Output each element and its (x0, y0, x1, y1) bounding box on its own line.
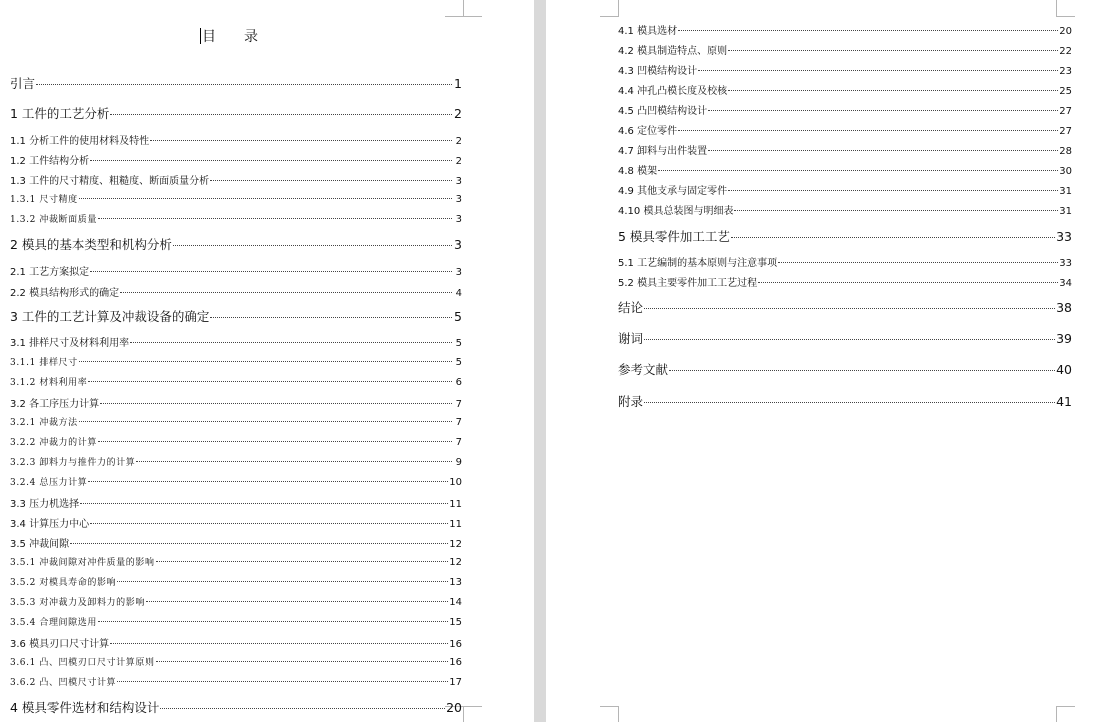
toc-entry[interactable] (10, 355, 462, 368)
toc-entry[interactable] (10, 415, 462, 428)
toc-entry[interactable] (618, 360, 1072, 378)
toc-dot-leader (669, 370, 1055, 371)
toc-entry-page-number: 9 (455, 457, 462, 468)
toc-entry-page-number: 41 (1056, 394, 1072, 409)
toc-dot-leader (210, 180, 452, 181)
toc-entry[interactable] (10, 515, 462, 530)
toc-entry-page-number: 3 (455, 214, 462, 225)
toc-entry-label: 1.3.1 尺寸精度 (10, 195, 78, 205)
toc-dot-leader (708, 150, 1058, 151)
toc-entry[interactable] (10, 455, 462, 468)
toc-entry-label: 5.2 模具主要零件加工工艺过程 (618, 278, 758, 289)
toc-entry-page-number: 33 (1059, 258, 1072, 269)
toc-entry[interactable] (618, 182, 1072, 197)
toc-dot-leader (173, 245, 452, 246)
page-gutter (534, 0, 546, 722)
toc-entry-label: 参考文献 (618, 362, 669, 377)
toc-entry[interactable] (618, 62, 1072, 77)
document-page-right[interactable] (546, 0, 1096, 722)
toc-dot-leader (98, 441, 452, 442)
toc-dot-leader (156, 661, 449, 662)
toc-dot-leader (110, 643, 448, 644)
toc-dot-leader (731, 237, 1055, 238)
toc-dot-leader (658, 170, 1058, 171)
toc-entry-page-number: 15 (449, 617, 462, 628)
toc-entry-label: 1 工件的工艺分析 (10, 106, 110, 121)
toc-entry-page-number: 1 (454, 76, 462, 91)
toc-entry-label: 4.10 模具总装图与明细表 (618, 206, 734, 217)
toc-entry[interactable] (618, 329, 1072, 347)
toc-entry-page-number: 31 (1059, 206, 1072, 217)
toc-entry[interactable] (618, 42, 1072, 57)
toc-dot-leader (156, 561, 449, 562)
toc-dot-leader (100, 403, 452, 404)
toc-entry-page-number: 5 (455, 357, 462, 368)
toc-entry[interactable] (10, 435, 462, 448)
toc-entry[interactable] (618, 202, 1072, 217)
toc-dot-leader (70, 543, 448, 544)
toc-dot-leader (88, 381, 452, 382)
toc-dot-leader (98, 621, 448, 622)
toc-entry-page-number: 11 (449, 519, 462, 530)
toc-dot-leader (644, 339, 1055, 340)
toc-entry-label: 4.5 凸凹模结构设计 (618, 106, 708, 117)
toc-entry-page-number: 34 (1059, 278, 1072, 289)
toc-entry[interactable] (618, 122, 1072, 137)
toc-entry[interactable] (618, 274, 1072, 289)
toc-dot-leader (130, 342, 452, 343)
toc-entry-page-number: 7 (455, 417, 462, 428)
toc-dot-leader (136, 461, 452, 462)
toc-entry-label: 3.5 冲裁间隙 (10, 539, 70, 550)
toc-entry[interactable] (618, 82, 1072, 97)
toc-entry-label: 1.2 工件结构分析 (10, 156, 90, 167)
toc-dot-leader (79, 421, 452, 422)
toc-dot-leader (79, 198, 452, 199)
toc-dot-leader (728, 190, 1058, 191)
toc-entry-label: 3.2.4 总压力计算 (10, 478, 88, 488)
toc-entry-label: 3.5.1 冲裁间隙对冲件质量的影响 (10, 558, 155, 568)
toc-entry[interactable] (10, 575, 462, 588)
toc-entry-label: 3 工件的工艺计算及冲裁设备的确定 (10, 309, 210, 324)
page-corner-marker (463, 706, 482, 722)
toc-entry-label: 3.6.1 凸、凹模刃口尺寸计算原则 (10, 658, 155, 668)
toc-dot-leader (150, 140, 452, 141)
toc-entry-page-number: 4 (455, 288, 462, 299)
toc-dot-leader (698, 70, 1058, 71)
toc-entry[interactable] (10, 675, 462, 688)
toc-dot-leader (734, 210, 1058, 211)
toc-entry-page-number: 3 (455, 194, 462, 205)
toc-entry-label: 谢词 (618, 331, 644, 346)
toc-entry-label: 2.1 工艺方案拟定 (10, 267, 90, 278)
toc-dot-leader (110, 114, 452, 115)
toc-entry[interactable] (618, 392, 1072, 410)
toc-entry-page-number: 5 (455, 338, 462, 349)
toc-entry-label: 3.2 各工序压力计算 (10, 399, 100, 410)
toc-entry-label: 3.2.2 冲裁力的计算 (10, 438, 97, 448)
toc-entry[interactable] (10, 307, 462, 325)
toc-dot-leader (758, 282, 1058, 283)
page-corner-marker (600, 706, 619, 722)
toc-entry-page-number: 11 (449, 499, 462, 510)
toc-entry-label: 4.1 模具选材 (618, 26, 678, 37)
toc-entry-label: 5.1 工艺编制的基本原则与注意事项 (618, 258, 778, 269)
toc-dot-leader (80, 503, 448, 504)
toc-entry-label: 附录 (618, 394, 644, 409)
toc-entry-label: 3.3 压力机选择 (10, 499, 80, 510)
toc-dot-leader (678, 30, 1058, 31)
toc-dot-leader (778, 262, 1058, 263)
toc-entry-page-number: 14 (449, 597, 462, 608)
toc-entry[interactable] (10, 375, 462, 388)
page-corner-marker (463, 0, 482, 17)
toc-entry[interactable] (10, 535, 462, 550)
toc-entry[interactable] (618, 22, 1072, 37)
toc-dot-leader (728, 50, 1058, 51)
text-cursor (200, 28, 201, 44)
toc-dot-leader (728, 90, 1058, 91)
toc-entry-label: 4 模具零件选材和结构设计 (10, 700, 160, 715)
toc-entry-page-number: 20 (1059, 26, 1072, 37)
toc-entry-label: 4.4 冲孔凸模长度及校核 (618, 86, 728, 97)
toc-entry-label: 4.2 模具制造特点、原则 (618, 46, 728, 57)
toc-entry-page-number: 38 (1056, 300, 1072, 315)
toc-entry-page-number: 7 (455, 437, 462, 448)
toc-entry-label: 2 模具的基本类型和机构分析 (10, 237, 172, 252)
toc-entry[interactable] (10, 595, 462, 608)
toc-dot-leader (90, 271, 452, 272)
toc-entry-page-number: 33 (1056, 229, 1072, 244)
toc-entry[interactable] (618, 162, 1072, 177)
toc-dot-leader (117, 681, 448, 682)
toc-entry[interactable] (10, 495, 462, 510)
toc-title-char-1: 目 (202, 29, 216, 45)
toc-entry-page-number: 20 (446, 700, 462, 715)
toc-entry-page-number: 7 (455, 399, 462, 410)
toc-entry[interactable] (10, 132, 462, 147)
toc-entry-page-number: 2 (454, 106, 462, 121)
toc-entry-label: 4.6 定位零件 (618, 126, 678, 137)
toc-entry-label: 3.1.1 排样尺寸 (10, 358, 78, 368)
toc-entry[interactable] (10, 172, 462, 187)
toc-entry-page-number: 28 (1059, 146, 1072, 157)
toc-entry-page-number: 31 (1059, 186, 1072, 197)
page-corner-marker (1056, 706, 1075, 722)
toc-dot-leader (160, 708, 445, 709)
toc-dot-leader (117, 581, 448, 582)
toc-entry[interactable] (10, 212, 462, 225)
toc-dot-leader (98, 218, 452, 219)
toc-entry[interactable] (10, 284, 462, 299)
toc-entry-page-number: 12 (449, 539, 462, 550)
toc-entry-page-number: 40 (1056, 362, 1072, 377)
toc-entry[interactable] (10, 263, 462, 278)
toc-entry-page-number: 25 (1059, 86, 1072, 97)
toc-entry[interactable] (10, 235, 462, 253)
toc-entry-page-number: 3 (454, 237, 462, 252)
toc-entry-label: 4.9 其他支承与固定零件 (618, 186, 728, 197)
toc-entry-label: 3.5.3 对冲裁力及卸料力的影响 (10, 598, 145, 608)
toc-entry-label: 3.4 计算压力中心 (10, 519, 90, 530)
toc-title-char-2: 录 (244, 29, 258, 45)
toc-entry-page-number: 10 (449, 477, 462, 488)
toc-entry-label: 4.3 凹模结构设计 (618, 66, 698, 77)
toc-entry-label: 3.6.2 凸、凹模尺寸计算 (10, 678, 117, 688)
toc-entry-page-number: 6 (455, 377, 462, 388)
toc-entry-page-number: 27 (1059, 126, 1072, 137)
toc-dot-leader (90, 160, 452, 161)
toc-dot-leader (36, 84, 452, 85)
page-corner-marker (445, 0, 464, 17)
toc-entry-label: 3.2.1 冲裁方法 (10, 418, 78, 428)
toc-entry-page-number: 16 (449, 657, 462, 668)
toc-entry[interactable] (10, 192, 462, 205)
toc-entry-page-number: 39 (1056, 331, 1072, 346)
toc-entry[interactable] (618, 142, 1072, 157)
toc-entry-page-number: 3 (455, 176, 462, 187)
toc-entry-page-number: 22 (1059, 46, 1072, 57)
toc-entry[interactable] (10, 655, 462, 668)
toc-entry-page-number: 16 (449, 639, 462, 650)
toc-entry-label: 3.5.4 合理间隙选用 (10, 618, 97, 628)
toc-title (200, 26, 280, 46)
toc-entry-label: 3.5.2 对模具寿命的影响 (10, 578, 117, 588)
toc-entry[interactable] (618, 298, 1072, 316)
toc-entry-page-number: 23 (1059, 66, 1072, 77)
toc-entry-label: 1.3 工件的尺寸精度、粗糙度、断面质量分析 (10, 176, 210, 187)
toc-entry[interactable] (618, 102, 1072, 117)
toc-entry[interactable] (10, 475, 462, 488)
toc-entry-label: 1.3.2 冲裁断面质量 (10, 215, 97, 225)
toc-dot-leader (120, 292, 452, 293)
toc-entry[interactable] (10, 555, 462, 568)
toc-entry-page-number: 5 (454, 309, 462, 324)
toc-entry[interactable] (10, 698, 462, 716)
toc-entry[interactable] (10, 615, 462, 628)
toc-dot-leader (210, 317, 452, 318)
toc-entry[interactable] (10, 395, 462, 410)
toc-entry[interactable] (10, 635, 462, 650)
toc-entry-page-number: 2 (455, 156, 462, 167)
page-corner-marker (1056, 0, 1075, 17)
toc-entry[interactable] (618, 227, 1072, 245)
toc-entry-label: 2.2 模具结构形式的确定 (10, 288, 120, 299)
toc-dot-leader (90, 523, 448, 524)
toc-entry-page-number: 13 (449, 577, 462, 588)
toc-entry[interactable] (10, 74, 462, 92)
toc-dot-leader (708, 110, 1058, 111)
page-corner-marker (600, 0, 619, 17)
toc-entry[interactable] (10, 334, 462, 349)
toc-entry-label: 3.2.3 卸料力与推件力的计算 (10, 458, 136, 468)
toc-entry-label: 3.6 模具刃口尺寸计算 (10, 639, 110, 650)
toc-entry[interactable] (10, 104, 462, 122)
toc-entry-label: 4.7 卸料与出件装置 (618, 146, 708, 157)
toc-entry-label: 3.1.2 材料利用率 (10, 378, 88, 388)
toc-entry-label: 4.8 模架 (618, 166, 658, 177)
toc-entry-page-number: 30 (1059, 166, 1072, 177)
toc-entry[interactable] (10, 152, 462, 167)
toc-entry-page-number: 27 (1059, 106, 1072, 117)
toc-dot-leader (88, 481, 448, 482)
toc-dot-leader (644, 308, 1055, 309)
toc-dot-leader (146, 601, 448, 602)
toc-entry-label: 5 模具零件加工工艺 (618, 229, 730, 244)
toc-dot-leader (678, 130, 1058, 131)
toc-entry-page-number: 2 (455, 136, 462, 147)
toc-dot-leader (79, 361, 452, 362)
toc-entry-page-number: 3 (455, 267, 462, 278)
document-page-left[interactable] (0, 0, 534, 722)
toc-entry-label: 结论 (618, 300, 644, 315)
toc-entry-label: 1.1 分析工件的使用材料及特性 (10, 136, 150, 147)
toc-entry-page-number: 12 (449, 557, 462, 568)
toc-dot-leader (644, 402, 1055, 403)
toc-entry-page-number: 17 (449, 677, 462, 688)
toc-entry-label: 3.1 排样尺寸及材料利用率 (10, 338, 130, 349)
toc-entry[interactable] (618, 254, 1072, 269)
toc-entry-label: 引言 (10, 76, 36, 91)
